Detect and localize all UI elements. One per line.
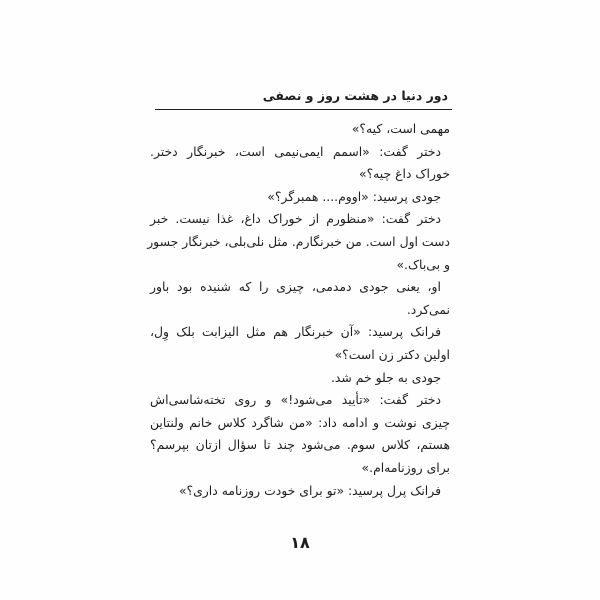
body-text	[147, 118, 450, 502]
running-head-title: دور دنیا در هشت روز و نصفی	[262, 88, 448, 103]
text-line: دختر گفت: «منظورم از خوراک داغ، غذا نیست. خبر	[150, 211, 441, 227]
text-line: اولین دکتر زن است؟»	[334, 346, 450, 362]
text-line: و بی‌باک.»	[396, 256, 450, 272]
text-line: جودی به جلو خم شد.	[330, 369, 441, 385]
header-rule	[155, 109, 452, 110]
text-line: دختر گفت: «تأیید می‌شود!» و روی تخته‌شاسی‌اش	[150, 392, 441, 408]
text-line: برای روزنامه‌ام.»	[361, 459, 450, 475]
text-line: او، یعنی جودی دمدمی، چیزی را که شنیده بود باور	[150, 279, 441, 295]
text-line: فرانک پرسید: «آن خبرنگار هم مثل الیزابت بلک وِل،	[150, 324, 441, 340]
text-line: دختر گفت: «اسمم ایمی‌نیمی است، خبرنگار دختر.	[150, 143, 441, 159]
text-line: نمی‌کرد.	[406, 301, 450, 317]
page-number: ۱۸	[290, 533, 310, 552]
text-line: فرانک پرل پرسید: «تو برای خودت روزنامه داری؟»	[178, 482, 441, 498]
text-line: خوراک داغ چیه؟»	[358, 166, 450, 182]
text-line: چیزی نوشت و ادامه داد: «من شاگرد کلاس خانم ولنتاین	[150, 414, 450, 430]
text-line: هستم، کلاس سوم. می‌شود چند تا سؤال ازتان بپرسم؟	[150, 437, 450, 453]
text-line: دست اول است. من خبرنگارم. مثل نلی‌بلی، خبرنگار جسور	[147, 233, 450, 249]
text-line: مهمی است، کیه؟»	[351, 121, 450, 136]
text-line: جودی پرسید: «اووم.... همبرگر؟»	[267, 188, 441, 204]
